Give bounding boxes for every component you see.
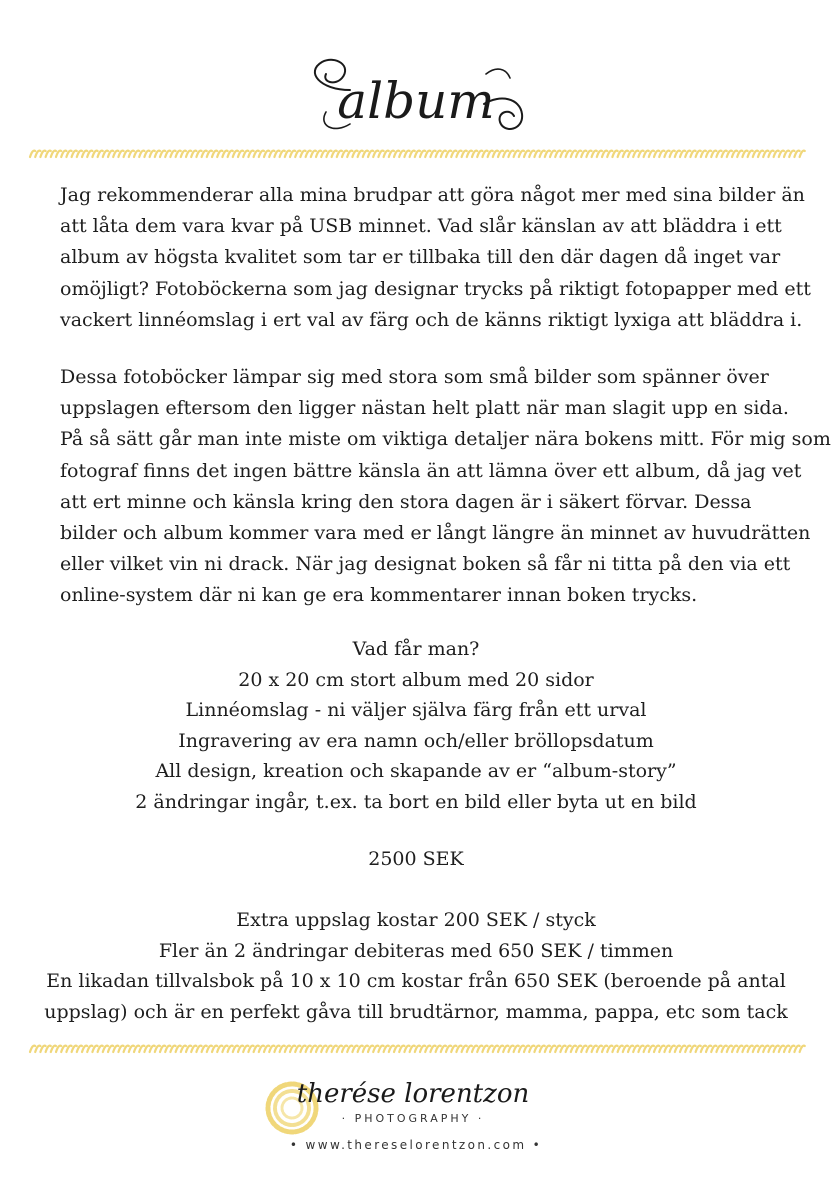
list-item: Linnéomslag - ni väljer själva färg från ett urval — [185, 699, 647, 722]
list-item: Extra uppslag kostar 200 SEK / styck — [236, 909, 596, 931]
intro-paragraph — [60, 180, 811, 336]
rope-divider-top — [30, 148, 802, 160]
website-link[interactable]: • www.thereselorentzon.com • — [289, 1138, 543, 1152]
text-line: Jag rekommenderar alla mina brudpar att göra något mer med sina bilder än — [60, 184, 805, 206]
page-title — [0, 42, 832, 138]
list-item: uppslag) och är en perfekt gåva till brudtärnor, mamma, pappa, etc som tack — [44, 1000, 788, 1023]
text-line: eller vilket vin ni drack. När jag designat boken så får ni titta på den via ett — [60, 553, 791, 576]
list-item: 2 ändringar ingår, t.ex. ta bort en bild eller byta ut en bild — [135, 790, 697, 813]
extras-list — [30, 905, 802, 1027]
signature-text: therése lorentzon — [296, 1079, 530, 1109]
title-text: album — [337, 72, 495, 130]
details-paragraph — [60, 362, 831, 612]
list-item: En likadan tillvalsbok på 10 x 10 cm kostar från 650 SEK (beroende på antal — [46, 970, 786, 993]
list-item: Ingravering av era namn och/eller bröllopsdatum — [178, 729, 654, 752]
text-line: att ert minne och känsla kring den stora dagen är i säkert förvar. Dessa — [60, 490, 752, 513]
text-line: bilder och album kommer vara med er långt längre än minnet av huvudrätten — [60, 522, 811, 545]
signature-logo — [296, 1068, 530, 1114]
rope-divider-bottom — [30, 1043, 802, 1055]
footer — [0, 1066, 832, 1177]
text-line: vackert linnéomslag i ert val av färg och de känns riktigt lyxiga att bläddra i. — [60, 308, 803, 331]
list-item: Fler än 2 ändringar debiteras med 650 SEK / timmen — [158, 939, 674, 962]
text-line: På så sätt går man inte miste om viktiga detaljer nära bokens mitt. För mig som — [60, 428, 831, 451]
text-line: omöjligt? Fotoböckerna som jag designar trycks på riktigt fotopapper med ett — [60, 277, 811, 300]
text-line: online-system där ni kan ge era kommentarer innan boken trycks. — [60, 584, 698, 607]
photography-label: · PHOTOGRAPHY · — [341, 1112, 485, 1125]
text-line: att låta dem vara kvar på USB minnet. Vad slår känslan av att bläddra i ett — [60, 215, 782, 238]
list-item: 20 x 20 cm stort album med 20 sidor — [238, 668, 594, 691]
includes-heading: Vad får man? — [352, 638, 480, 660]
text-line: Dessa fotoböcker lämpar sig med stora som små bilder som spänner över — [60, 366, 769, 388]
script-swash-icon — [0, 42, 832, 138]
list-item: All design, kreation och skapande av er “album-story” — [155, 760, 677, 783]
text-line: album av högsta kvalitet som tar er tillbaka till den där dagen då inget var — [60, 246, 781, 269]
price: 2500 SEK — [368, 848, 464, 870]
text-line: fotograf finns det ingen bättre känsla än att lämna över ett album, då jag vet — [60, 459, 802, 482]
includes-list — [30, 634, 802, 818]
text-line: uppslagen eftersom den ligger nästan helt platt när man slagit upp en sida. — [60, 397, 789, 420]
